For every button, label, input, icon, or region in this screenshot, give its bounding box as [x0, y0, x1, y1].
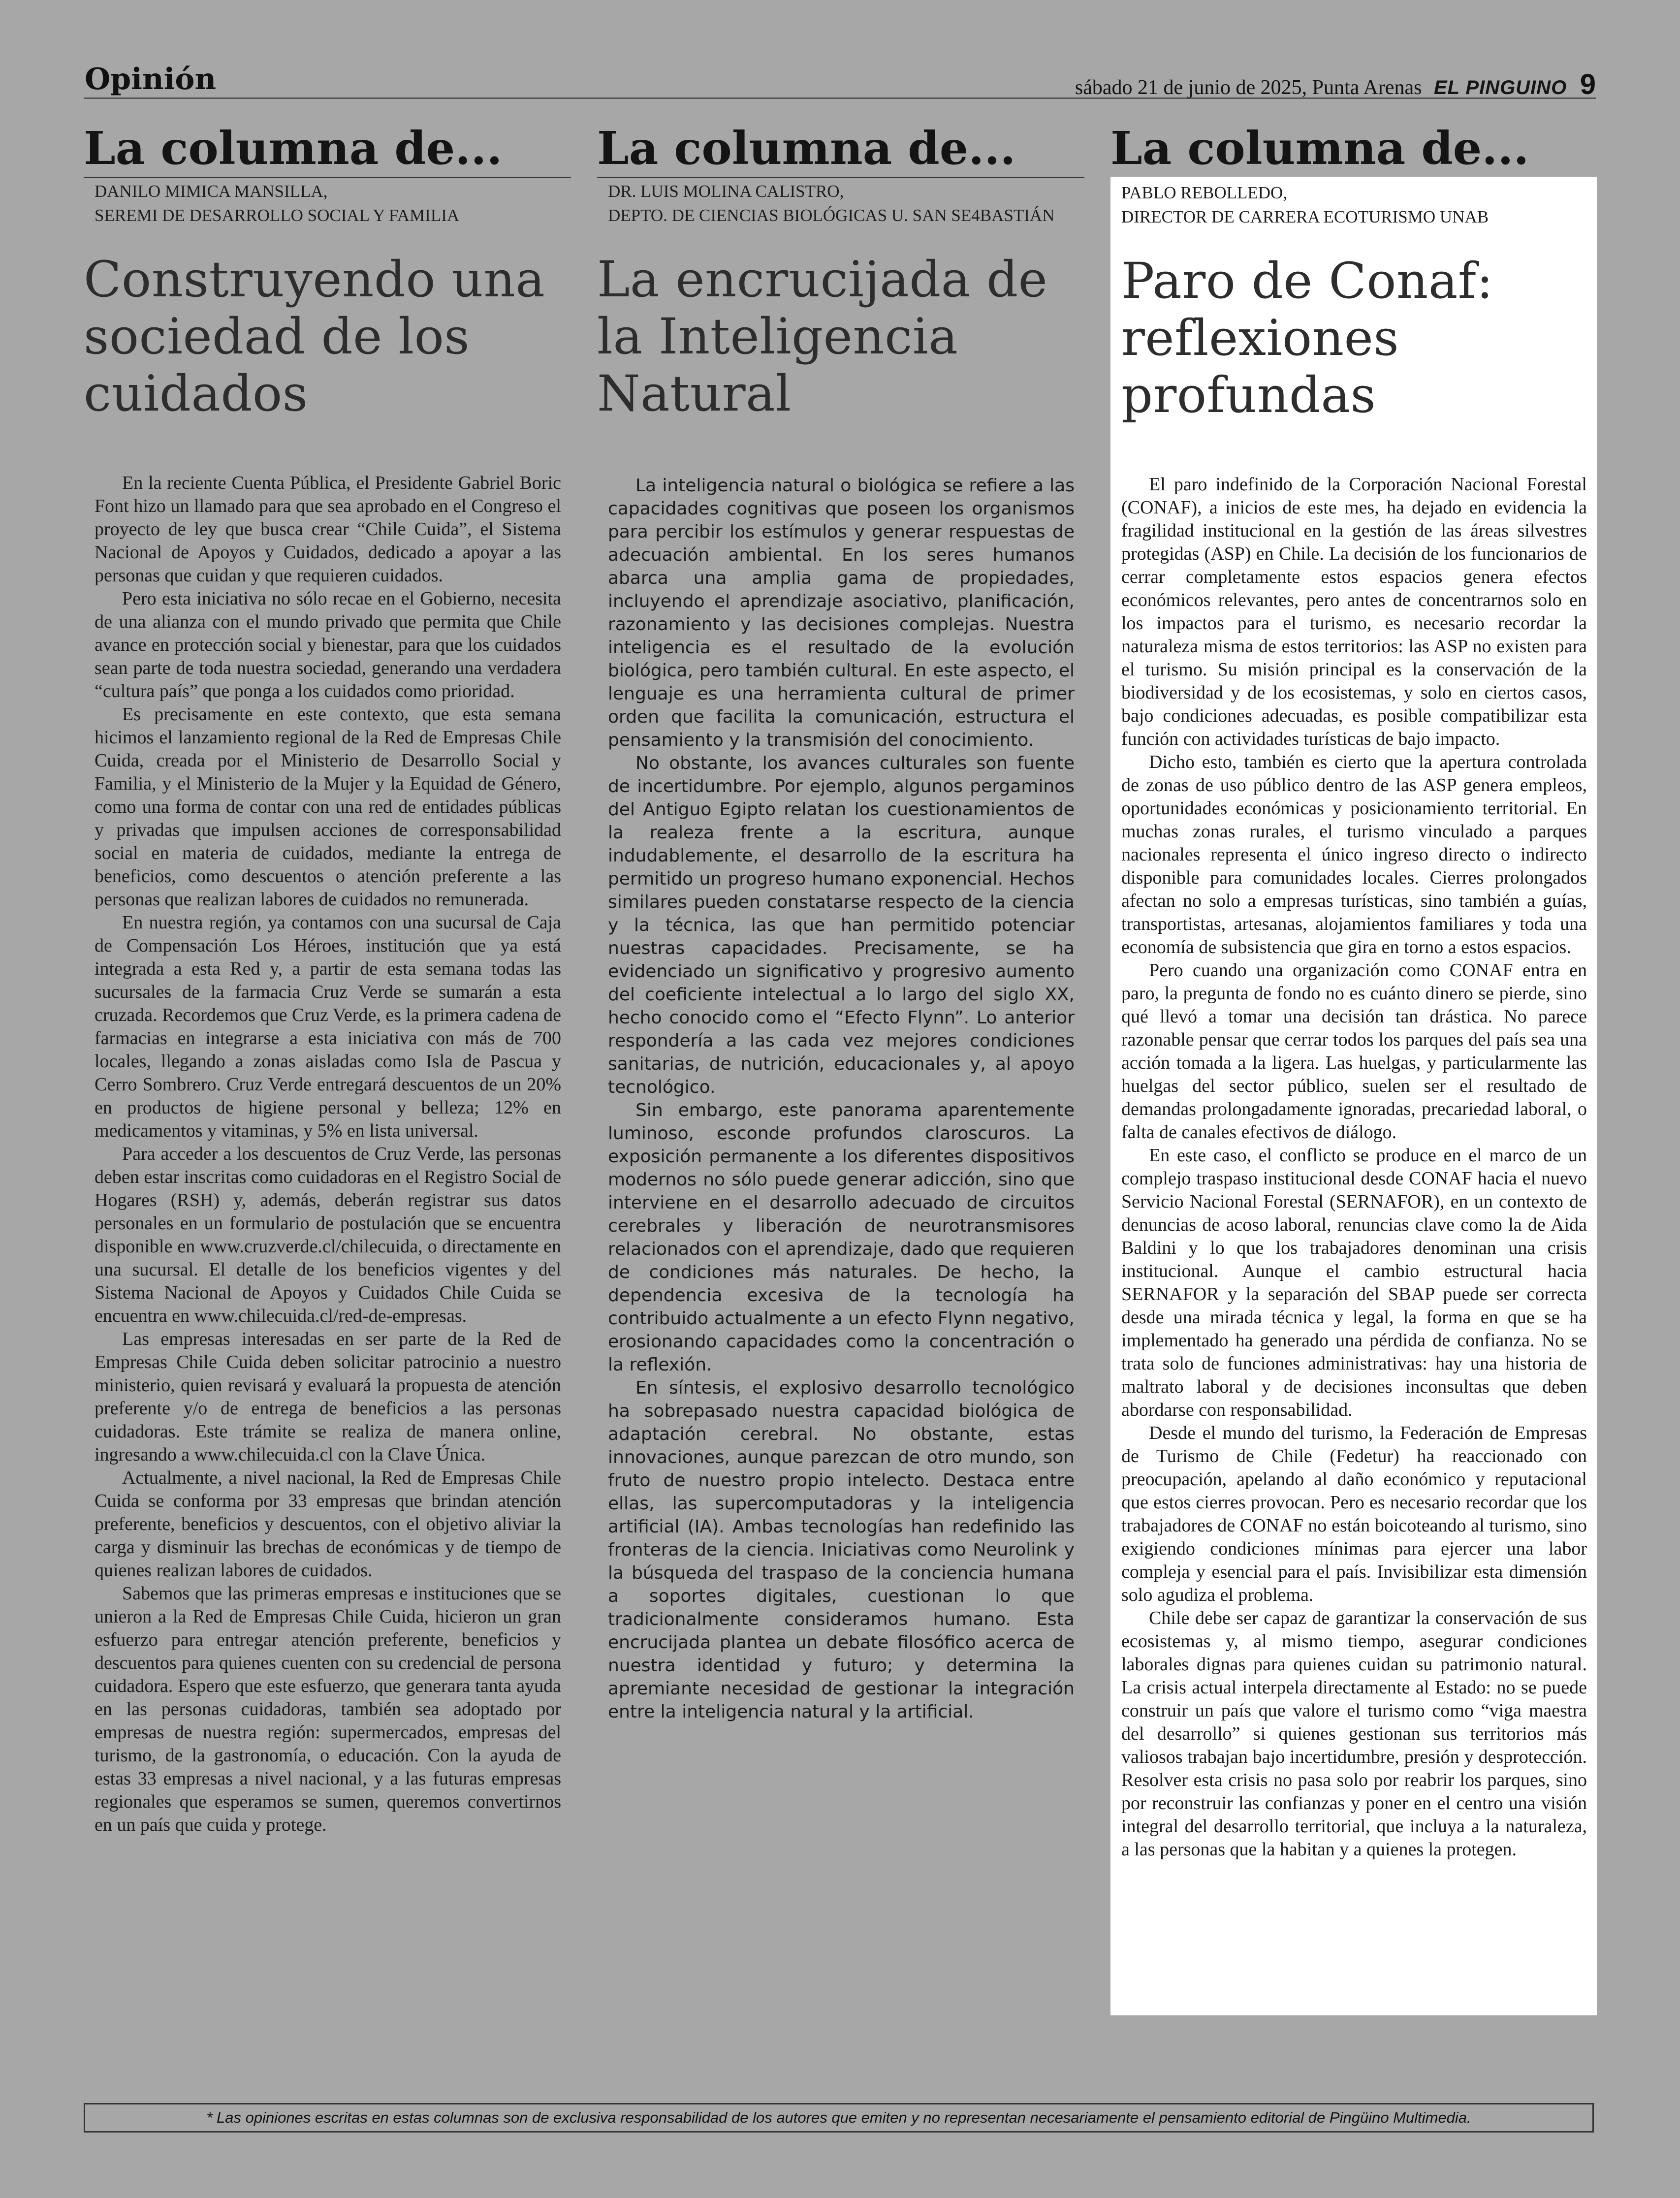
paragraph: La inteligencia natural o biológica se refiere a las capacidades cognitivas que poseen los organismos para percibir los estímulos y generar respuestas de adecuación ambiental. En los seres humanos abarca una amplia gama de propiedades, incluyendo el aprendizaje asociativo, planificación, razonamiento y las decisiones complejas. Nuestra inteligencia es el resultado de la evolución biológica, pero también cultural. En este aspecto, el lenguaje es una herramienta cultural de primer orden que facilita la comunicación, estructura el pensamiento y la transmisión del conocimiento. — [608, 476, 1075, 750]
column-kicker-block — [597, 122, 1084, 178]
page-number: 9 — [1580, 68, 1596, 100]
column-kicker: La columna de... — [84, 122, 503, 175]
page-header — [84, 59, 1596, 99]
disclaimer-box: * Las opiniones escritas en estas columnas son de exclusiva responsabilidad de los autores que emiten y no representan necesariamente el pensamiento editorial de Pingüino Multimedia. — [84, 2103, 1594, 2133]
column-3-panel — [1110, 177, 1597, 2015]
paragraph: En síntesis, el explosivo desarrollo tecnológico ha sobrepasado nuestra capacidad biológica de adaptación cerebral. No obstante, estas innovaciones, aunque parezcan de otro mundo, son fruto de nuestro propio intelecto. Destaca entre ellas, las supercomputadoras y la inteligencia artificial (IA). Ambas tecnologías han redefinido las fronteras de la ciencia. Iniciativas como Neurolink y la búsqueda del traspaso de la conciencia humana a soportes digitales, cuestionan lo que tradicionalmente consideramos humano. Esta encrucijada plantea un debate filosófico acerca de nuestra identidad y futuro; y determina la apremiante necesidad de gestionar la integración entre la inteligencia natural y la artificial. — [608, 1378, 1075, 1722]
article-headline: La encrucijada de la Inteligencia Natural — [597, 251, 1048, 422]
paragraph: En nuestra región, ya contamos con una sucursal de Caja de Compensación Los Héroes, institución que ya está integrada a esta Red y, a partir de esta semana todas las sucursales de la farmacia Cruz Verde se sumarán a esta cruzada. Recordemos que Cruz Verde, es la primera cadena de farmacias en integrarse a esta iniciativa con más de 700 locales, llegando a zonas aisladas como Isla de Pascua y Cerro Sombrero. Cruz Verde entregará descuentos de un 20% en productos de higiene personal y belleza; 12% en medicamentos y vitaminas, y 5% en lista universal. — [95, 912, 561, 1141]
paragraph: En la reciente Cuenta Pública, el Presidente Gabriel Boric Font hizo un llamado para que sea aprobado en el Congreso el proyecto de ley que busca crear “Chile Cuida”, el Sistema Nacional de Apoyos y Cuidados, dedicado a apoyar a las personas que cuidan y que requieren cuidados. — [95, 473, 561, 586]
header-info — [1075, 68, 1596, 101]
section-name: Opinión — [85, 62, 217, 96]
article-headline: Construyendo una sociedad de los cuidados — [84, 251, 545, 422]
dateline: sábado 21 de junio de 2025, Punta Arenas — [1075, 76, 1422, 99]
author-name: DR. LUIS MOLINA CALISTRO, — [608, 182, 844, 201]
column-kicker-block — [84, 122, 571, 178]
paragraph: Pero esta iniciativa no sólo recae en el Gobierno, necesita de una alianza con el mundo privado que permita que Chile avance en protección social y bienestar, para que los cuidados sean parte de toda nuestra sociedad, generando una verdadera “cultura país” que ponga a los cuidados como prioridad. — [95, 588, 561, 701]
column-3 — [1110, 122, 1597, 2015]
paragraph: Es precisamente en este contexto, que esta semana hicimos el lanzamiento regional de la Red de Empresas Chile Cuida, creada por el Ministerio de Desarrollo Social y Familia, y el Ministerio de la Mujer y la Equidad de Género, como una forma de contar con una red de entidades públicas y privadas que impulsen acciones de corresponsabilidad social en materia de cuidados, mediante la entrega de beneficios, como descuentos o atención preferente a las personas que realizan labores de cuidados no remunerada. — [95, 704, 561, 910]
paragraph: Desde el mundo del turismo, la Federación de Empresas de Turismo de Chile (Fedetur) ha reaccionado con preocupación, apelando al daño económico y reputacional que estos cierres provocan. Pero es necesario recordar que los trabajadores de CONAF no están boicoteando al turismo, sino exigiendo condiciones mínimas para ejercer una labor compleja y esencial para el país. Invisibilizar esta dimensión solo agudiza el problema. — [1121, 1423, 1587, 1605]
author-name: PABLO REBOLLEDO, — [1121, 183, 1288, 202]
author-name: DANILO MIMICA MANSILLA, — [95, 182, 328, 201]
paragraph: Para acceder a los descuentos de Cruz Verde, las personas deben estar inscritas como cuidadoras en el Registro Social de Hogares (RSH) y, además, deberán registrar sus datos personales en un formulario de postulación que se encuentra disponible en www.cruzverde.cl/chilecuida, o directamente en una sucursal. El detalle de los beneficios vigentes y del Sistema Nacional de Apoyos y Cuidados Chile Cuida se encuentra en www.chilecuida.cl/red-de-empresas. — [95, 1144, 561, 1326]
paragraph: Las empresas interesadas en ser parte de la Red de Empresas Chile Cuida deben solicitar patrocinio a nuestro ministerio, quien revisará y evaluará la propuesta de atención preferente y/o de entrega de beneficios a las personas cuidadoras. Este trámite se realiza de manera online, ingresando a www.chilecuida.cl con la Clave Única. — [95, 1329, 561, 1465]
paragraph: Actualmente, a nivel nacional, la Red de Empresas Chile Cuida se conforma por 33 empresas que brindan atención preferente, beneficios y descuentos, con el objetivo aliviar la carga y disminuir las brechas de económicas y de tiempo de quienes realizan labores de cuidados. — [95, 1467, 561, 1581]
paragraph: Sin embargo, este panorama aparentemente luminoso, esconde profundos claroscuros. La exposición permanente a los diferentes dispositivos modernos no sólo puede generar adicción, sino que interviene en el desarrollo adecuado de circuitos cerebrales y liberación de neurotransmisores relacionados con el aprendizaje, dado que requieren de condiciones más naturales. De hecho, la dependencia excesiva de la tecnología ha contribuido actualmente a un efecto Flynn negativo, erosionando capacidades como la concentración o la reflexión. — [608, 1100, 1075, 1375]
paragraph: Sabemos que las primeras empresas e instituciones que se unieron a la Red de Empresas Chile Cuida, hicieron un gran esfuerzo para entregar atención preferente, beneficios y descuentos para quienes cuenten con su credencial de persona cuidadora. Espero que este esfuerzo, que generara tanta ayuda en las personas cuidadoras, también sea adoptado por empresas de nuestra región: supermercados, empresas del turismo, de la gastronomía, o educación. Con la ayuda de estas 33 empresas a nivel nacional, y a las futuras empresas regionales que esperamos se sumen, queremos convertirnos en un país que cuida y protege. — [95, 1583, 561, 1835]
column-kicker: La columna de... — [597, 122, 1016, 175]
paragraph: Chile debe ser capaz de garantizar la conservación de sus ecosistemas y, al mismo tiempo, asegurar condiciones laborales dignas para quienes cuidan su patrimonio natural. La crisis actual interpela directamente al Estado: no se puede construir un país que valore el turismo como “viga maestra del desarrollo” si quienes gestionan sus territorios más valiosos trabajan bajo incertidumbre, presión y desprotección. Resolver esta crisis no pasa solo por reabrir los parques, sino por reconstruir las confianzas y poner en el centro una visión integral del desarrollo territorial, que incluya a la naturaleza, a las personas que la habitan y a quienes la protegen. — [1121, 1608, 1587, 1860]
article-body — [1110, 473, 1597, 1861]
paragraph: No obstante, los avances culturales son fuente de incertidumbre. Por ejemplo, algunos pergaminos del Antiguo Egipto relatan los cuestionamientos de la realeza frente a la escritura, aunque indudablemente, el desarrollo de la escritura ha permitido un progreso humano exponencial. Hechos similares pueden constatarse respecto de la ciencia y la técnica, las que han permitido potenciar nuestras capacidades. Precisamente, se ha evidenciado un significativo y progresivo aumento del coeficiente intelectual a lo largo del siglo XX, hecho conocido como el “Efecto Flynn”. Lo anterior respondería a las cada vez mejores condiciones sanitarias, de nutrición, educacionales y, al apoyo tecnológico. — [608, 753, 1075, 1097]
author-role: SEREMI DE DESARROLLO SOCIAL Y FAMILIA — [95, 206, 460, 225]
article-body — [84, 472, 571, 1837]
author-role: DIRECTOR DE CARRERA ECOTURISMO UNAB — [1121, 207, 1489, 226]
paragraph: En este caso, el conflicto se produce en el marco de un complejo traspaso institucional desde CONAF hacia el nuevo Servicio Nacional Forestal (SERNAFOR), en un contexto de denuncias de acoso laboral, renuncias clave como la de Aida Baldini y lo que los trabajadores denominan una crisis institucional. Aunque el cambio estructural hacia SERNAFOR y la separación del SBAP puede ser correcta desde una mirada técnica y legal, la forma en que se ha implementado ha generado una pérdida de confianza. No se trata solo de funciones administrativas: hay una historia de maltrato laboral y de decisiones inconsultas que deben abordarse con responsabilidad. — [1121, 1145, 1587, 1420]
article-body — [597, 474, 1084, 1723]
newspaper-logo: EL PINGUINO — [1433, 77, 1567, 98]
column-kicker: La columna de... — [1110, 122, 1529, 175]
column-2 — [597, 122, 1084, 1723]
paragraph: El paro indefinido de la Corporación Nacional Forestal (CONAF), a inicios de este mes, ha dejado en evidencia la fragilidad institucional en la gestión de las áreas silvestres protegidas (ASP) en Chile. La decisión de los funcionarios de cerrar completamente estos espacios genera efectos económicos relevantes, pero antes de concentrarnos solo en los impactos para el turismo, es necesario recordar la naturaleza misma de estos territorios: las ASP no existen para el turismo. Su misión principal es la conservación de la biodiversidad y de los ecosistemas, y solo en ciertos casos, bajo condiciones adecuadas, es posible compatibilizar esta función con actividades turísticas de bajo impacto. — [1121, 474, 1587, 749]
author-role: DEPTO. DE CIENCIAS BIOLÓGICAS U. SAN SE4BASTIÁN — [608, 206, 1055, 225]
column-1 — [84, 122, 571, 1837]
paragraph: Dicho esto, también es cierto que la apertura controlada de zonas de uso público dentro de las ASP genera empleos, oportunidades económicas y posicionamiento territorial. En muchas zonas rurales, el turismo vinculado a parques nacionales representa el único ingreso directo o indirecto disponible para comunidades locales. Cierres prolongados afectan no solo a empresas turísticas, sino también a guías, transportistas, artesanas, alojamientos familiares y toda una economía de subsistencia que gira en torno a estos espacios. — [1121, 752, 1587, 957]
paragraph: Pero cuando una organización como CONAF entra en paro, la pregunta de fondo no es cuánto dinero se pierde, sino qué llevó a tomar una decisión tan drástica. No parece razonable pensar que cerrar todos los parques del país sea una acción tomada a la ligera. Las huelgas, y particularmente las huelgas del sector público, suelen ser el resultado de demandas prolongadamente ignoradas, precariedad laboral, o falta de canales efectivos de diálogo. — [1121, 960, 1587, 1143]
article-headline: Paro de Conaf: reflexiones profundas — [1121, 252, 1493, 424]
